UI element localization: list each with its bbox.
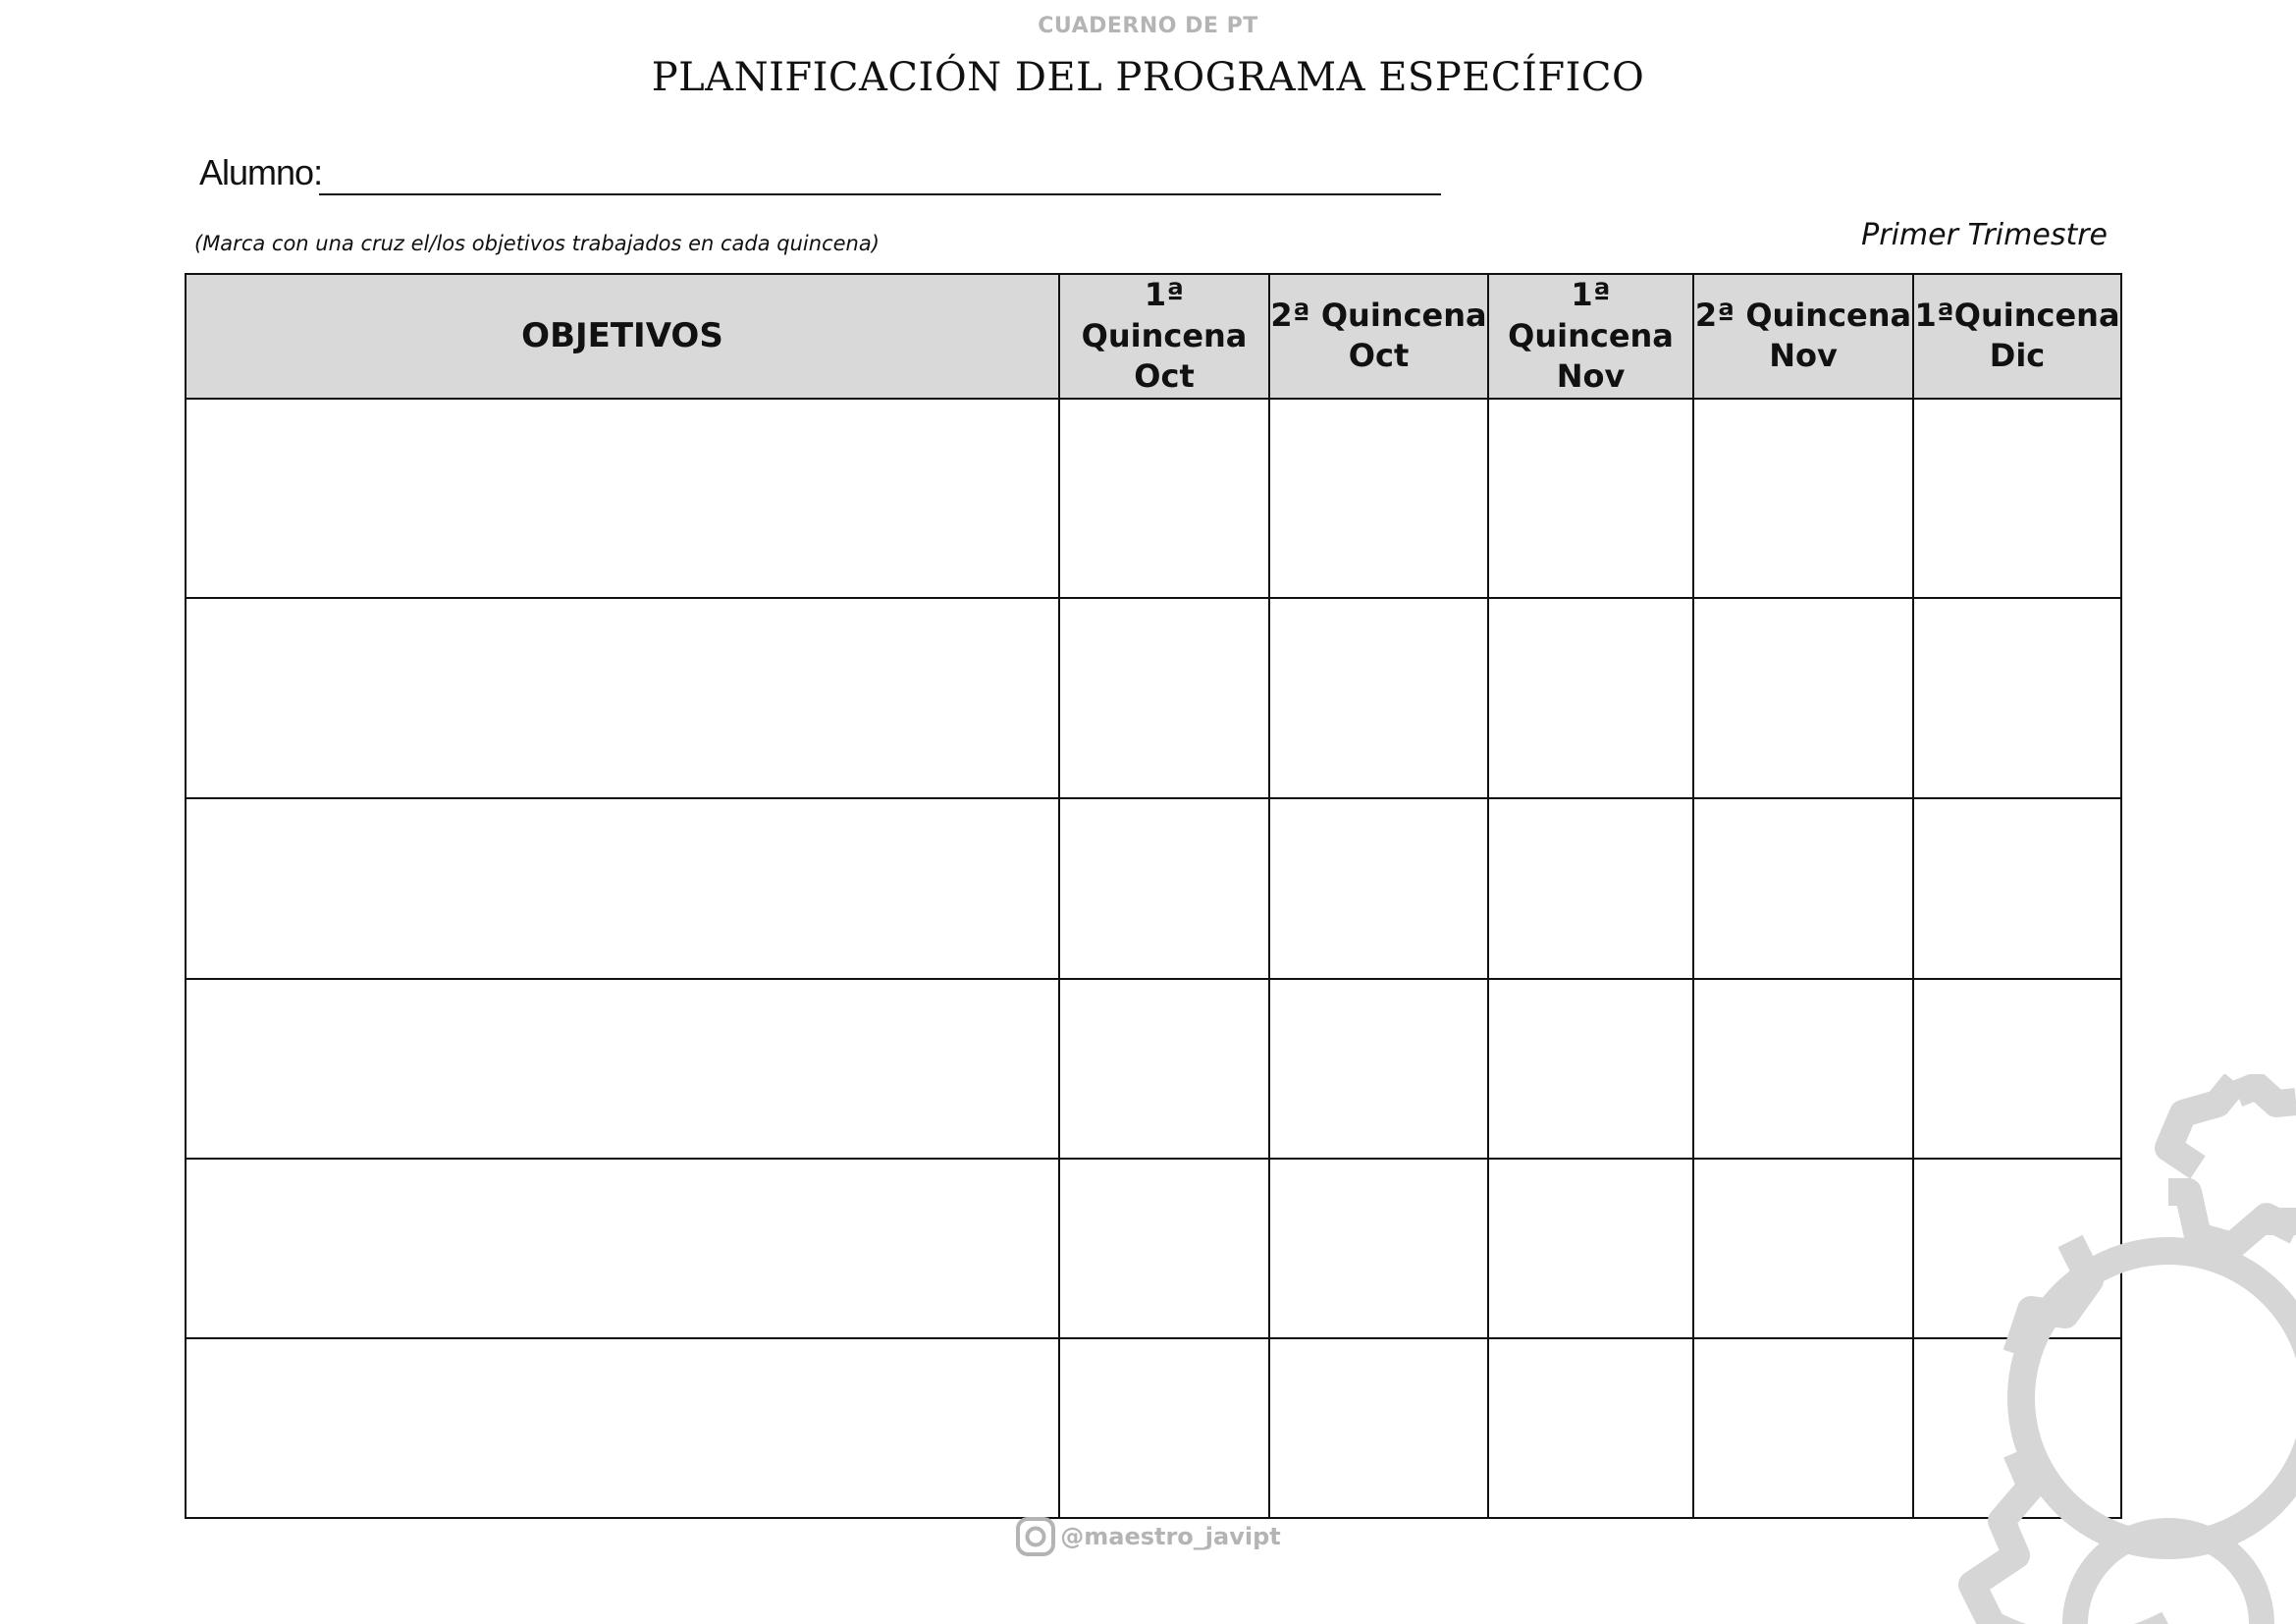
check-cell[interactable] xyxy=(1488,979,1693,1159)
check-cell[interactable] xyxy=(1488,598,1693,798)
column-header-quincena-1-dic xyxy=(1913,274,2121,399)
check-cell[interactable] xyxy=(1269,798,1488,979)
table-header-row xyxy=(186,274,2121,399)
check-cell[interactable] xyxy=(1059,798,1269,979)
objective-cell[interactable] xyxy=(186,399,1059,598)
column-header-line1: 2ª Quincena xyxy=(1694,296,1912,334)
column-header-line2: Dic xyxy=(1989,337,2046,375)
check-cell[interactable] xyxy=(1059,598,1269,798)
column-header-line1: 2ª Quincena xyxy=(1270,296,1487,334)
check-cell[interactable] xyxy=(1059,979,1269,1159)
check-cell[interactable] xyxy=(1269,598,1488,798)
column-header-line2: Nov xyxy=(1556,357,1626,396)
table-row xyxy=(186,798,2121,979)
column-header-label: OBJETIVOS xyxy=(521,316,723,356)
objectives-table xyxy=(185,273,2122,1519)
instruction-text: (Marca con una cruz el/los objetivos trabajados en cada quincena) xyxy=(194,232,880,255)
objective-cell[interactable] xyxy=(186,598,1059,798)
check-cell[interactable] xyxy=(1059,1159,1269,1338)
check-cell[interactable] xyxy=(1693,798,1913,979)
check-cell[interactable] xyxy=(1913,598,2121,798)
student-name-line[interactable] xyxy=(319,193,1441,195)
column-header-objetivos xyxy=(186,274,1059,399)
instagram-icon xyxy=(1015,1516,1056,1557)
table-row xyxy=(186,598,2121,798)
table-row xyxy=(186,1159,2121,1338)
student-field-row xyxy=(199,152,1441,199)
footer xyxy=(0,1516,2296,1557)
check-cell[interactable] xyxy=(1059,1338,1269,1518)
column-header-line1: 1ªQuincena xyxy=(1914,296,2120,334)
column-header-quincena-1-nov xyxy=(1488,274,1693,399)
objective-cell[interactable] xyxy=(186,798,1059,979)
trimester-label: Primer Trimestre xyxy=(1861,218,2108,252)
column-header-quincena-1-oct xyxy=(1059,274,1269,399)
objective-cell[interactable] xyxy=(186,979,1059,1159)
check-cell[interactable] xyxy=(1693,598,1913,798)
check-cell[interactable] xyxy=(1488,798,1693,979)
check-cell[interactable] xyxy=(1488,399,1693,598)
check-cell[interactable] xyxy=(1693,399,1913,598)
student-label: Alumno: xyxy=(199,152,323,192)
check-cell[interactable] xyxy=(1913,399,2121,598)
check-cell[interactable] xyxy=(1488,1338,1693,1518)
column-header-line2: Oct xyxy=(1134,357,1195,396)
check-cell[interactable] xyxy=(1269,399,1488,598)
footer-handle: @maestro_javipt xyxy=(1060,1523,1281,1550)
check-cell[interactable] xyxy=(1488,1159,1693,1338)
table-row xyxy=(186,979,2121,1159)
check-cell[interactable] xyxy=(1269,979,1488,1159)
column-header-quincena-2-nov xyxy=(1693,274,1913,399)
column-header-line1: 1ª Quincena xyxy=(1508,276,1674,354)
column-header-line2: Nov xyxy=(1769,337,1838,375)
column-header-line1: 1ª Quincena xyxy=(1081,276,1248,354)
objective-cell[interactable] xyxy=(186,1338,1059,1518)
objective-cell[interactable] xyxy=(186,1159,1059,1338)
check-cell[interactable] xyxy=(1269,1338,1488,1518)
table-row xyxy=(186,1338,2121,1518)
notebook-label: CUADERNO DE PT xyxy=(1038,14,1258,38)
column-header-line2: Oct xyxy=(1348,337,1410,375)
column-header-quincena-2-oct xyxy=(1269,274,1488,399)
check-cell[interactable] xyxy=(1059,399,1269,598)
check-cell[interactable] xyxy=(1269,1159,1488,1338)
page-title: PLANIFICACIÓN DEL PROGRAMA ESPECÍFICO xyxy=(651,55,1645,100)
check-cell[interactable] xyxy=(1913,798,2121,979)
table-row xyxy=(186,399,2121,598)
